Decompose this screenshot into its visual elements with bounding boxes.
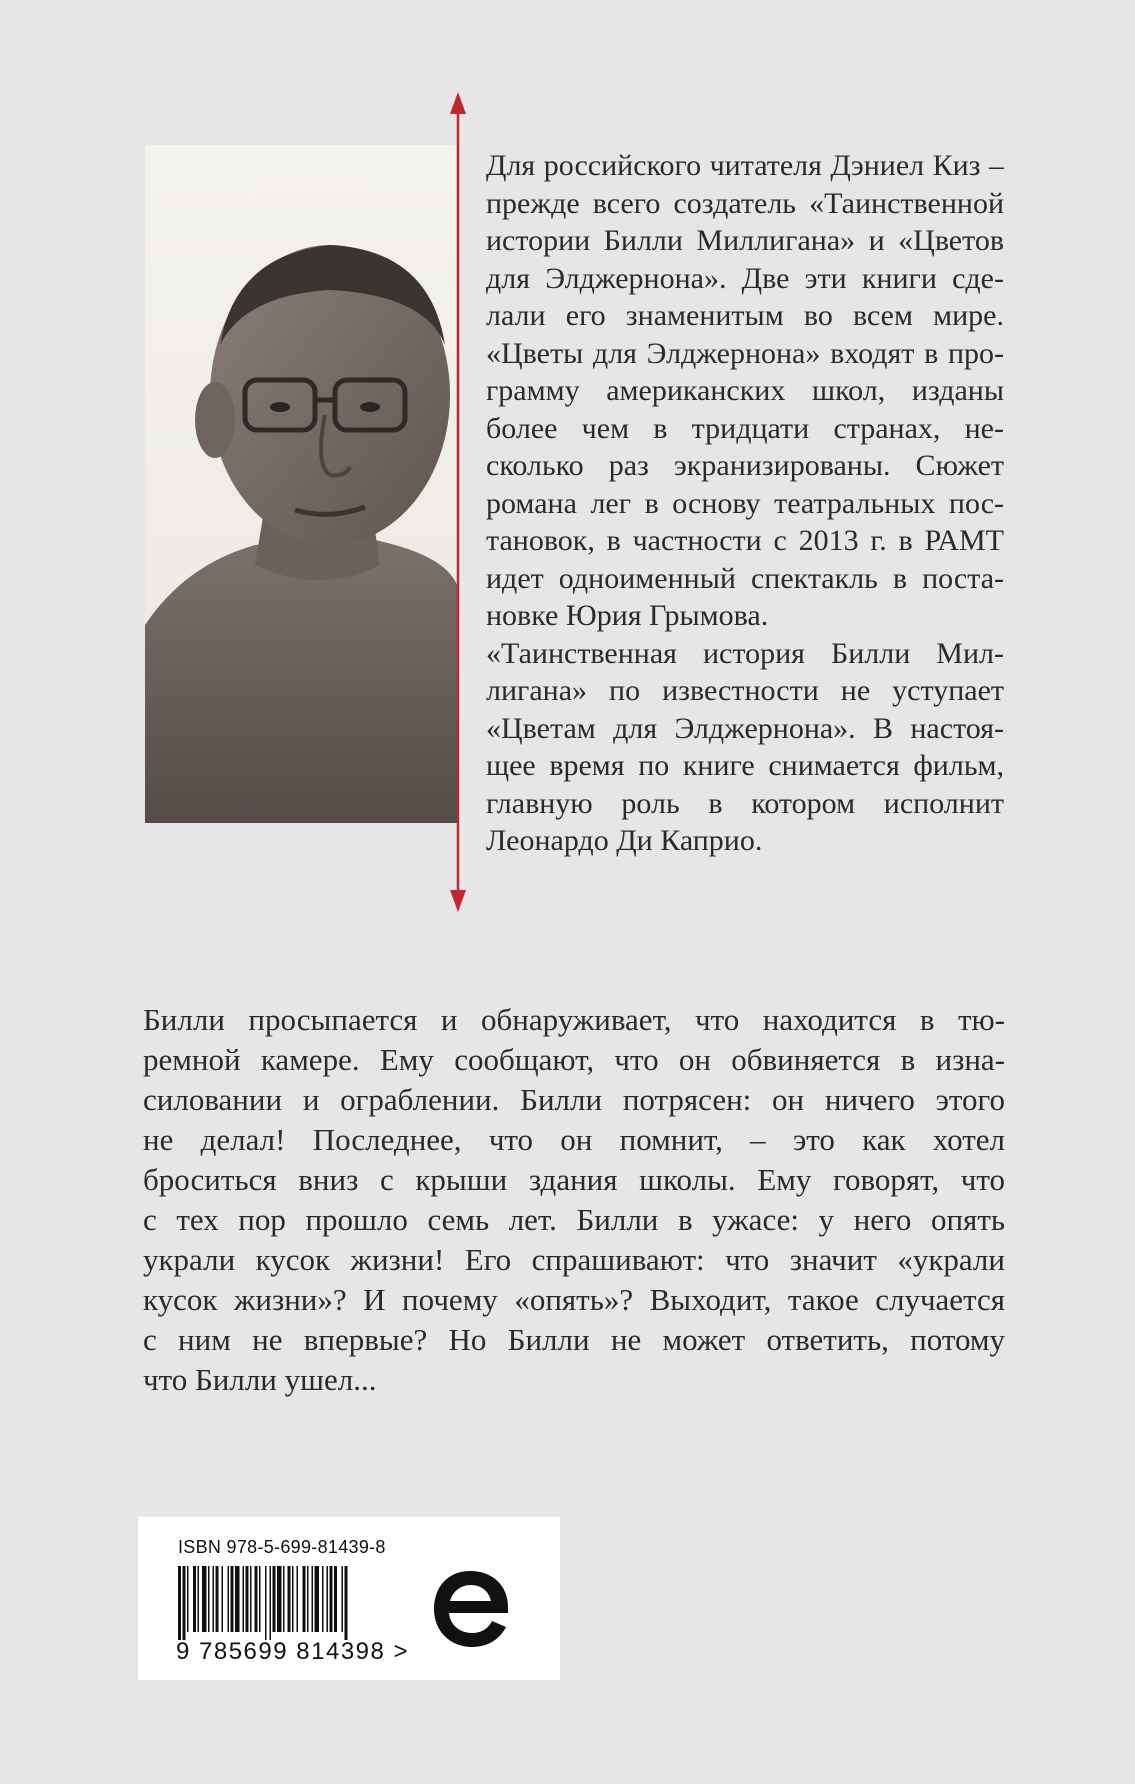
barcode-bar (259, 1566, 261, 1632)
blurb-line: Билли просыпается и обнаруживает, что находится в тю- (143, 1002, 1005, 1037)
bio-line: новке Юрия Грымова. (486, 599, 769, 632)
barcode (176, 1566, 406, 1640)
barcode-bar (243, 1566, 245, 1632)
barcode-bar (193, 1566, 196, 1632)
barcode-bar (342, 1566, 344, 1632)
barcode-bar (228, 1566, 230, 1632)
barcode-bar (327, 1566, 329, 1632)
blurb-line: ремной камере. Ему сообщают, что он обвиняется в изна- (143, 1042, 1005, 1077)
bio-line: идет одноименный спектакль в поста- (486, 561, 1004, 595)
barcode-bar (178, 1566, 181, 1640)
bio-line: истории Билли Миллигана» и «Цветов (486, 224, 1004, 257)
barcode-bar (283, 1566, 285, 1632)
barcode-bar (312, 1566, 314, 1632)
isbn-label: ISBN 978-5-699-81439-8 (178, 1537, 386, 1557)
author-bio (486, 147, 1004, 860)
bio-line: более чем в тридцати странах, не- (486, 411, 1004, 445)
blurb-line: что Билли ушел... (143, 1362, 377, 1397)
barcode-bar (345, 1566, 348, 1640)
barcode-bar (273, 1566, 276, 1632)
barcode-bar (246, 1566, 249, 1632)
bio-line: «Цветы для Элджернона» входят в про- (486, 336, 1004, 370)
barcode-bar (303, 1566, 306, 1632)
barcode-bar (330, 1566, 333, 1632)
publisher-e-logo-icon (426, 1565, 514, 1653)
barcode-bar (216, 1566, 219, 1632)
bio-line: «Цветам для Элджернона». В настоя- (486, 711, 1004, 745)
barcode-bar (231, 1566, 234, 1632)
barcode-bar (334, 1566, 337, 1632)
barcode-bar (208, 1566, 210, 1632)
blurb-line: с ним не впервые? Но Билли не может ответить, потому (143, 1322, 1005, 1357)
bio-line: Для российского читателя Дэниел Киз – (486, 149, 1004, 182)
ean-digits: 9 785699 814398 > (176, 1638, 410, 1665)
barcode-bar (270, 1566, 272, 1640)
barcode-bar (322, 1566, 324, 1632)
blurb-line: силовании и ограблении. Билли потрясен: он ничего этого (143, 1082, 1005, 1117)
isbn-barcode-block (138, 1517, 560, 1680)
barcode-bar (277, 1566, 282, 1632)
bio-line: романа лег в основу театральных пос- (486, 486, 1004, 520)
bio-line: для Элджернона». Две эти книги сде- (486, 261, 1004, 295)
blurb-line: не делал! Последнее, что он помнит, – это как хотел (143, 1122, 1005, 1157)
barcode-bar (288, 1566, 291, 1632)
barcode-bar (292, 1566, 294, 1632)
barcode-bar (265, 1566, 267, 1640)
blurb-line: кусок жизни»? И почему «опять»? Выходит, такое случается (143, 1282, 1005, 1317)
bio-line: грамму американских школ, изданы (486, 374, 1004, 407)
book-blurb (143, 1000, 1005, 1400)
barcode-bar (202, 1566, 207, 1632)
bio-line: тановок, в частности с 2013 г. в РАМТ (486, 524, 1004, 557)
barcode-bar (235, 1566, 240, 1632)
barcode-bar (250, 1566, 252, 1632)
barcode-bar (183, 1566, 186, 1640)
blurb-line: с тех пор прошло семь лет. Билли в ужасе: у него опять (143, 1202, 1005, 1237)
bio-line: сколько раз экранизированы. Сюжет (486, 449, 1004, 482)
bio-line: лигана» по известности не уступает (486, 674, 1004, 707)
bio-line: главную роль в котором исполнит (486, 786, 1004, 820)
barcode-bar (315, 1566, 320, 1632)
blurb-line: украли кусок жизни! Его спрашивают: что значит «украли (143, 1242, 1005, 1277)
author-portrait (145, 145, 457, 823)
bio-line: лали его знаменитым во всем мире. (486, 299, 1004, 332)
barcode-bar (222, 1566, 224, 1632)
barcode-bar (213, 1566, 215, 1632)
blurb-line: броситься вниз с крыши здания школы. Ему говорят, что (143, 1162, 1005, 1197)
barcode-bar (255, 1566, 258, 1632)
barcode-bar (297, 1566, 299, 1632)
bio-line: «Таинственная история Билли Мил- (486, 636, 1004, 670)
barcode-bar (187, 1566, 189, 1632)
bio-line: щее время по книге снимается фильм, (486, 749, 1004, 782)
barcode-bar (198, 1566, 200, 1632)
barcode-bar (307, 1566, 309, 1632)
bio-line: Леонардо Ди Каприо. (486, 824, 763, 857)
author-photo (145, 145, 457, 823)
vertical-divider-arrow (446, 92, 470, 912)
bio-line: прежде всего создатель «Таинственной (486, 186, 1004, 220)
